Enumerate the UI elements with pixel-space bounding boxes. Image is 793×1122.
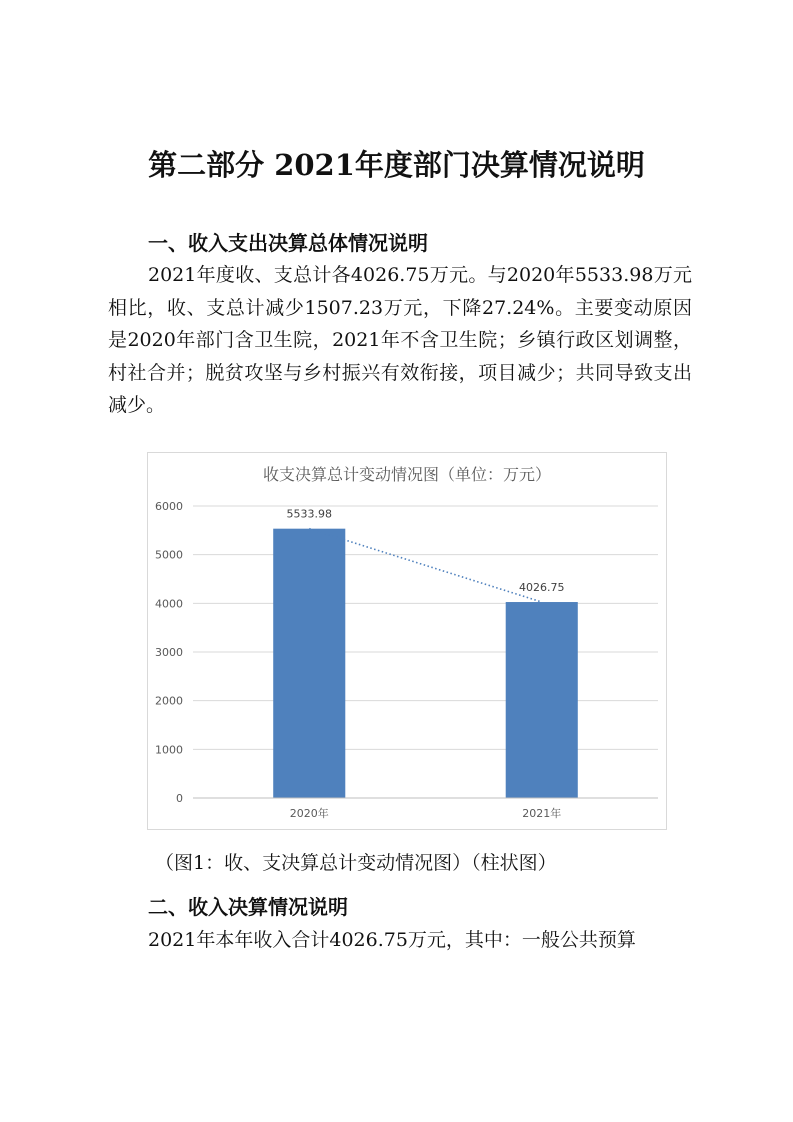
y-axis [155, 500, 183, 805]
y-tick-label: 5000 [155, 548, 183, 562]
y-tick-label: 3000 [155, 646, 183, 659]
x-tick-label: 2020年 [289, 807, 329, 820]
y-tick-label: 6000 [155, 500, 183, 513]
bar-chart [148, 453, 666, 829]
x-axis [193, 798, 658, 820]
page-title: 第二部分 2021年度部门决算情况说明 [148, 148, 645, 182]
y-tick-label: 1000 [155, 743, 183, 757]
y-tick-label: 4000 [155, 597, 183, 611]
x-tick-label: 2021年 [522, 807, 562, 820]
bar [506, 602, 578, 798]
chart-caption: （图1：收、支决算总计变动情况图）（柱状图） [155, 852, 557, 874]
section1-heading: 一、收入支出决算总体情况说明 [148, 231, 428, 255]
chart-grid [193, 506, 658, 798]
data-label: 5533.98 [286, 507, 332, 521]
section2-paragraph: 2021年本年收入合计4026.75万元，其中：一般公共预算 [148, 929, 636, 951]
y-tick-label: 0 [176, 792, 183, 805]
section1-paragraph-text: 2021年度收、支总计各4026.75万元。与2020年5533.98万元相比，收、支总计减少1507.23万元，下降27.24%。主要变动原因是2020年部门含卫生院，2021年不含卫生院；乡镇行政区划调整，村社合并；脱贫攻坚与乡村振兴有效衔接，项目减少；共同导致支出减少。 [108, 264, 692, 416]
chart-container [147, 452, 667, 830]
bar [273, 529, 345, 798]
section2-heading: 二、收入决算情况说明 [148, 895, 348, 919]
data-label: 4026.75 [519, 581, 565, 595]
y-tick-label: 2000 [155, 694, 183, 708]
chart-bars [273, 529, 578, 798]
section1-paragraph [108, 259, 692, 422]
chart-title: 收支决算总计变动情况图（单位：万元） [262, 465, 552, 484]
